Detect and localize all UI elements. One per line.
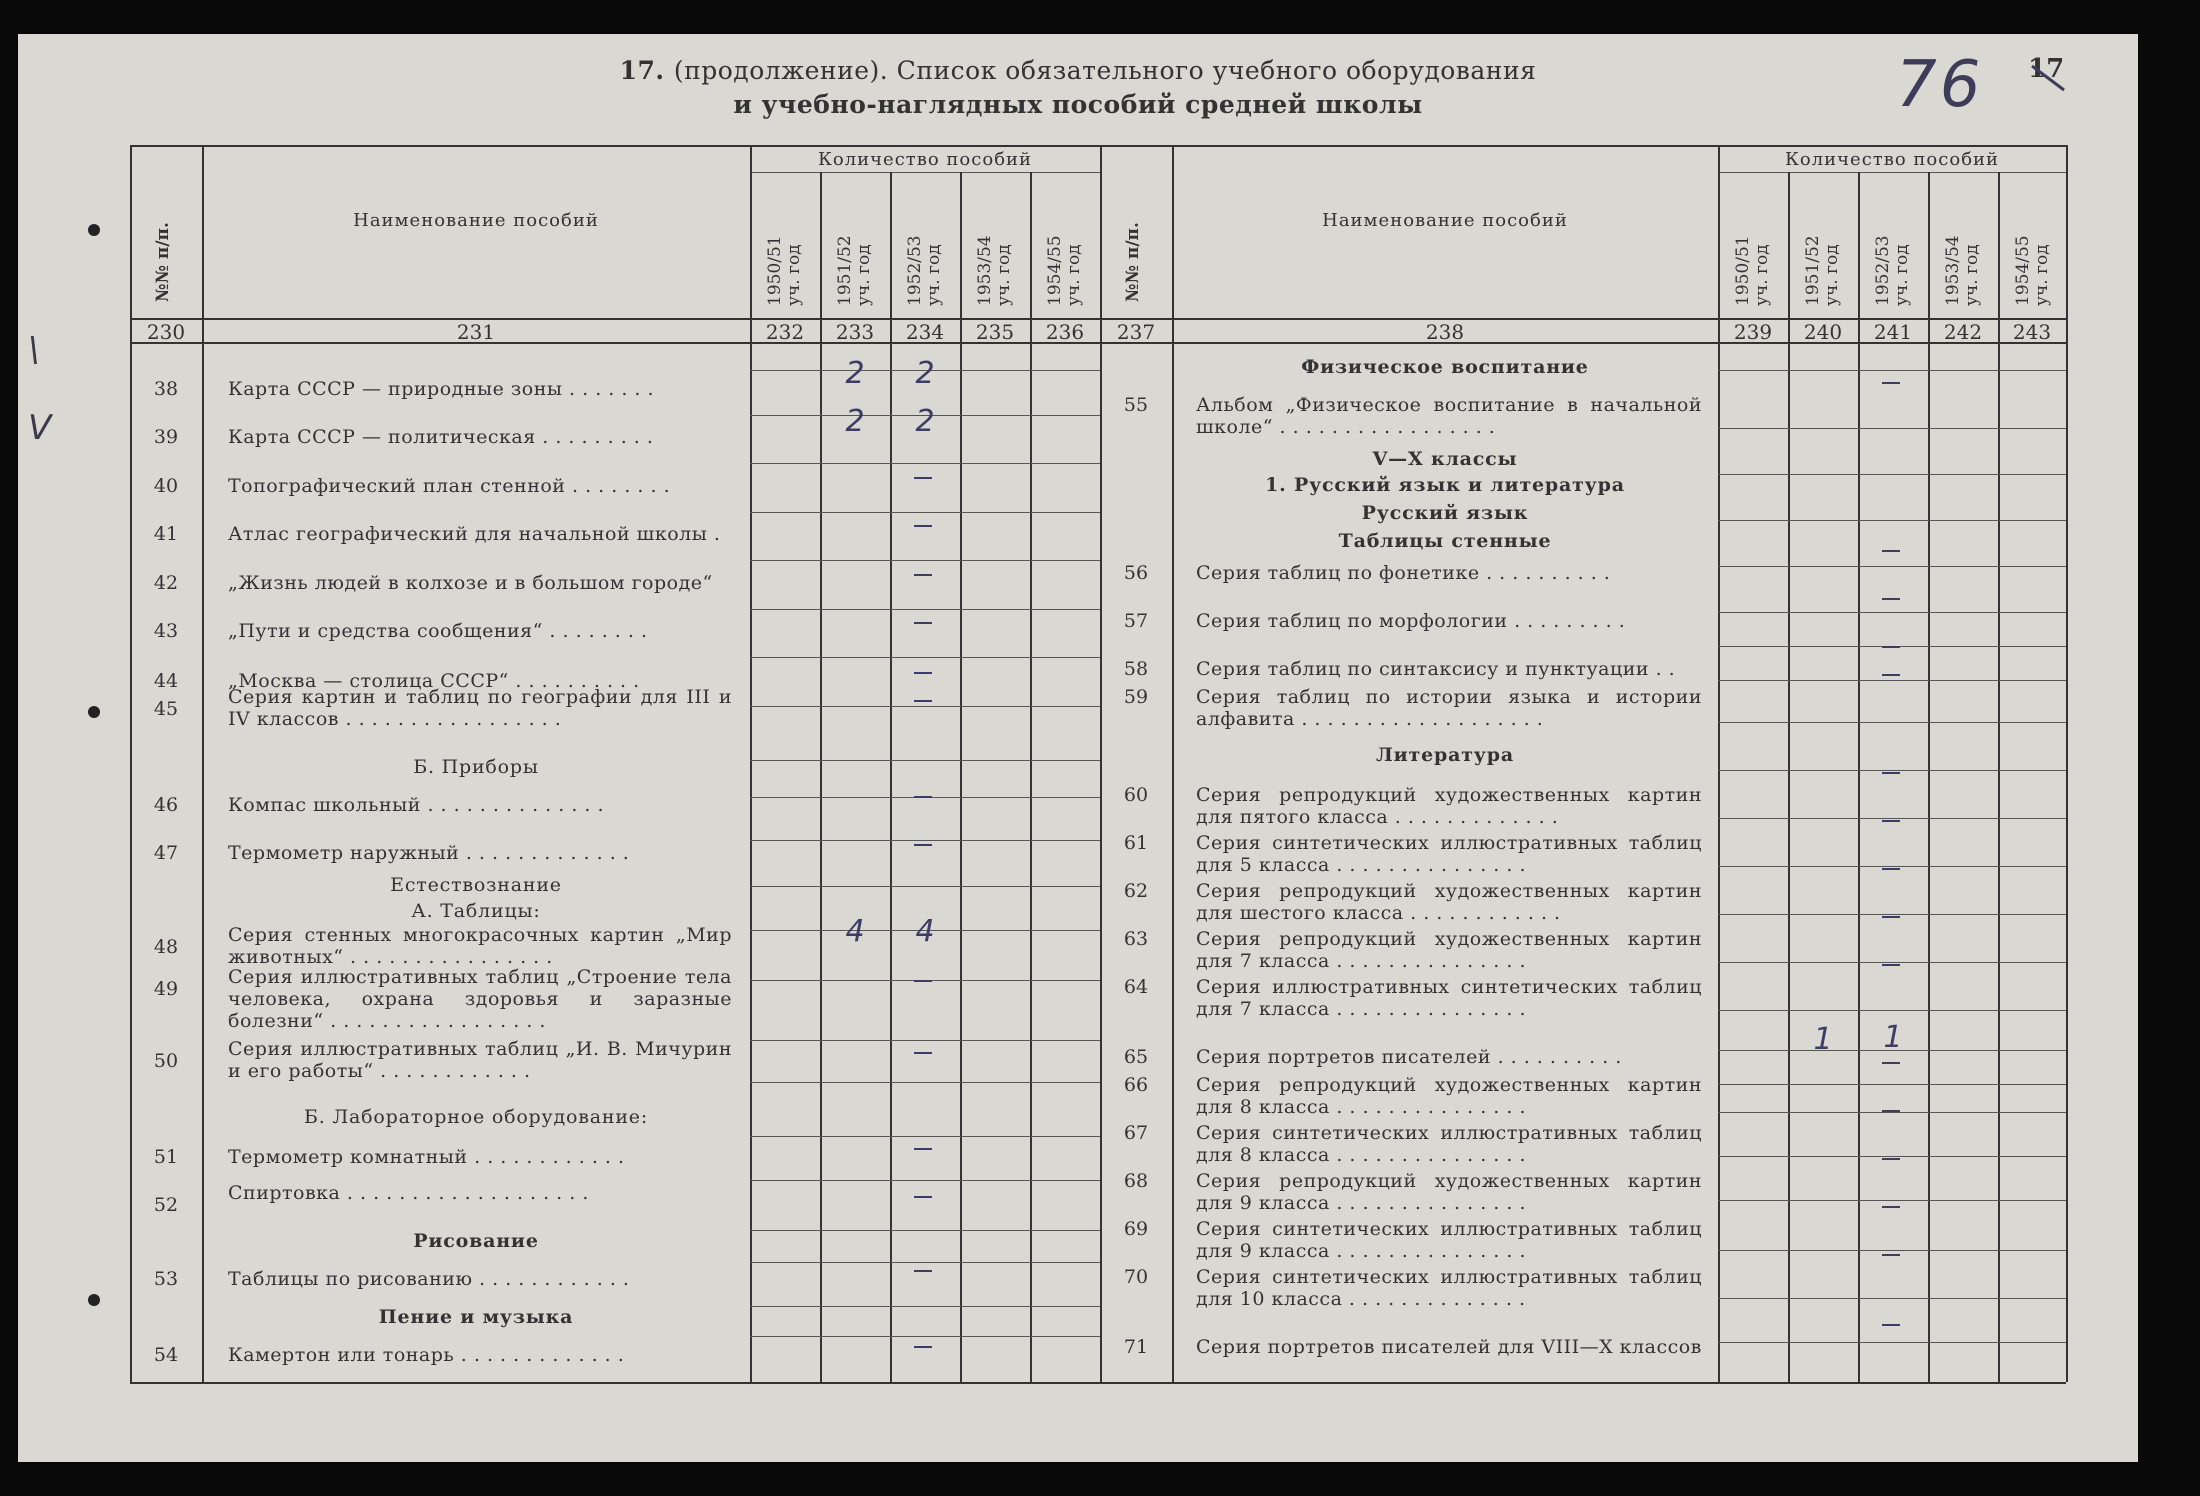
value-1952-53-dash bbox=[914, 672, 932, 674]
row-number: 50 bbox=[153, 1050, 179, 1072]
item-name: Камертон или тонарь . . . . . . . . . . . . . bbox=[228, 1344, 625, 1366]
item-name: Серия синтетических иллюстративных таблиц для 8 класса . . . . . . . . . . . . . . . bbox=[1196, 1122, 1702, 1166]
value-1952-53-dash bbox=[914, 1148, 932, 1150]
item-name: „Москва — столица СССР“ . . . . . . . . . . bbox=[228, 670, 640, 692]
item-name: Термометр комнатный . . . . . . . . . . . . bbox=[228, 1146, 625, 1168]
value-1952-53-dash bbox=[914, 796, 932, 798]
item-name: Серия таблиц по фонетике . . . . . . . . . . bbox=[1196, 562, 1611, 584]
item-name: Серия стенных многокрасочных картин „Мир животных“ . . . . . . . . . . . . . . . . bbox=[228, 924, 732, 968]
row-rule bbox=[1718, 914, 2066, 915]
item-name: Топографический план стенной . . . . . . . . bbox=[228, 475, 671, 497]
column-number: 236 bbox=[1045, 320, 1085, 344]
row-number: 39 bbox=[153, 426, 179, 448]
row-number: 61 bbox=[1123, 832, 1149, 854]
section-heading: Рисование bbox=[413, 1230, 539, 1252]
row-number: 67 bbox=[1123, 1122, 1149, 1144]
item-name: Серия репродукций художественных картин для 7 класса . . . . . . . . . . . . . . . bbox=[1196, 928, 1702, 972]
row-rule bbox=[1718, 520, 2066, 521]
row-number: 56 bbox=[1123, 562, 1149, 584]
value-1952-53-dash bbox=[1882, 1324, 1900, 1326]
value-1952-53: 1 bbox=[1883, 1020, 1903, 1055]
header-year: 1954/55 уч. год bbox=[2013, 235, 2052, 306]
value-1952-53-dash bbox=[914, 1052, 932, 1054]
title-line-2: и учебно-наглядных пособий средней школы bbox=[733, 90, 1423, 119]
table-border bbox=[130, 1382, 2066, 1384]
item-name: Серия синтетических иллюстративных таблиц для 10 класса . . . . . . . . . . . . . . bbox=[1196, 1266, 1702, 1310]
column-number: 235 bbox=[975, 320, 1015, 344]
row-number: 51 bbox=[153, 1146, 179, 1168]
item-name: Термометр наружный . . . . . . . . . . . . . bbox=[228, 842, 630, 864]
value-1952-53-dash bbox=[1882, 916, 1900, 918]
header-year: 1950/51 уч. год bbox=[765, 235, 804, 306]
header-year: 1951/52 уч. год bbox=[1803, 235, 1842, 306]
row-number: 71 bbox=[1123, 1336, 1149, 1358]
row-rule bbox=[750, 657, 1100, 658]
header-name: Наименование пособий bbox=[1322, 210, 1568, 231]
table-border bbox=[130, 145, 2066, 147]
value-1951-52: 1 bbox=[1813, 1022, 1833, 1057]
value-1952-53-dash bbox=[1882, 646, 1900, 648]
section-heading: 1. Русский язык и литература bbox=[1265, 474, 1625, 496]
value-1952-53-dash bbox=[1882, 820, 1900, 822]
row-rule bbox=[750, 1230, 1100, 1231]
row-rule bbox=[750, 1180, 1100, 1181]
row-rule bbox=[750, 1040, 1100, 1041]
column-number: 242 bbox=[1943, 320, 1983, 344]
table-number: 17. bbox=[619, 56, 665, 85]
column-rule bbox=[960, 172, 962, 1382]
header-year: 1953/54 уч. год bbox=[975, 235, 1014, 306]
margin-mark: V bbox=[28, 408, 52, 448]
header-year: 1951/52 уч. год bbox=[835, 235, 874, 306]
value-1952-53-dash bbox=[1882, 1062, 1900, 1064]
value-1952-53-dash bbox=[1882, 1206, 1900, 1208]
column-rule bbox=[890, 172, 892, 1382]
row-number: 65 bbox=[1123, 1046, 1149, 1068]
title-line-1: (продолжение). Список обязательного учебного оборудования bbox=[673, 56, 1537, 85]
row-number: 63 bbox=[1123, 928, 1149, 950]
item-name: Карта СССР — политическая . . . . . . . . . bbox=[228, 426, 654, 448]
row-number: 43 bbox=[153, 620, 179, 642]
item-name: Серия таблиц по истории языка и истории алфавита . . . . . . . . . . . . . . . . . . . bbox=[1196, 686, 1702, 730]
section-heading: Пение и музыка bbox=[378, 1306, 574, 1328]
item-name: Альбом „Физическое воспитание в начальной школе“ . . . . . . . . . . . . . . . . . bbox=[1196, 394, 1702, 438]
row-number: 40 bbox=[153, 475, 179, 497]
row-rule bbox=[1718, 770, 2066, 771]
row-number: 69 bbox=[1123, 1218, 1149, 1240]
header-quantity: Количество пособий bbox=[817, 149, 1033, 170]
item-name: Серия иллюстративных таблиц „Строение тела человека, охрана здоровья и заразные болезни“ . . . . . . . . . . . . . . . . . bbox=[228, 966, 732, 1032]
value-1952-53-dash bbox=[914, 1196, 932, 1198]
value-1951-52: 2 bbox=[845, 404, 865, 439]
row-number: 44 bbox=[153, 670, 179, 692]
row-rule bbox=[750, 760, 1100, 761]
row-number: 68 bbox=[1123, 1170, 1149, 1192]
item-name: Спиртовка . . . . . . . . . . . . . . . . . . . bbox=[228, 1182, 589, 1204]
item-name: Серия синтетических иллюстративных таблиц для 5 класса . . . . . . . . . . . . . . . bbox=[1196, 832, 1702, 876]
value-1952-53: 4 bbox=[915, 914, 935, 949]
row-number: 54 bbox=[153, 1344, 179, 1366]
value-1952-53-dash bbox=[914, 525, 932, 527]
section-heading: V—X классы bbox=[1372, 448, 1518, 470]
header-quantity: Количество пособий bbox=[1784, 149, 2000, 170]
row-rule bbox=[750, 840, 1100, 841]
value-1952-53-dash bbox=[914, 700, 932, 702]
row-rule bbox=[1718, 1298, 2066, 1299]
row-rule bbox=[1718, 1084, 2066, 1085]
item-name: „Жизнь людей в колхозе и в большом городе“ bbox=[228, 572, 713, 594]
row-rule bbox=[1718, 962, 2066, 963]
section-heading: Б. Лабораторное оборудование: bbox=[303, 1106, 649, 1128]
row-number: 70 bbox=[1123, 1266, 1149, 1288]
header-num: №№ п/п. bbox=[153, 222, 173, 302]
row-number: 48 bbox=[153, 936, 179, 958]
section-heading: Б. Приборы bbox=[413, 756, 539, 778]
row-rule bbox=[1718, 612, 2066, 613]
column-rule bbox=[2066, 145, 2068, 1382]
row-number: 64 bbox=[1123, 976, 1149, 998]
value-1952-53-dash bbox=[1882, 1254, 1900, 1256]
row-number: 53 bbox=[153, 1268, 179, 1290]
header-year: 1954/55 уч. год bbox=[1045, 235, 1084, 306]
item-name: Серия иллюстративных синтетических таблиц для 7 класса . . . . . . . . . . . . . . . bbox=[1196, 976, 1702, 1020]
item-name: Таблицы по рисованию . . . . . . . . . . . . bbox=[228, 1268, 630, 1290]
section-heading: А. Таблицы: bbox=[411, 900, 541, 922]
value-1951-52: 4 bbox=[845, 914, 865, 949]
value-1952-53-dash bbox=[914, 844, 932, 846]
row-number: 66 bbox=[1123, 1074, 1149, 1096]
header-name: Наименование пособий bbox=[353, 210, 599, 231]
item-name: Серия картин и таблиц по географии для III и IV классов . . . . . . . . . . . . . . . . . bbox=[228, 686, 732, 730]
value-1952-53-dash bbox=[1882, 674, 1900, 676]
value-1952-53-dash bbox=[914, 1270, 932, 1272]
row-rule bbox=[1718, 370, 2066, 371]
column-number: 238 bbox=[1425, 320, 1465, 344]
value-1952-53-dash bbox=[1882, 964, 1900, 966]
value-1952-53: 2 bbox=[915, 356, 935, 391]
item-name: Серия репродукций художественных картин для пятого класса . . . . . . . . . . . . . bbox=[1196, 784, 1702, 828]
item-name: Серия синтетических иллюстративных таблиц для 9 класса . . . . . . . . . . . . . . . bbox=[1196, 1218, 1702, 1262]
item-name: Серия репродукций художественных картин для 8 класса . . . . . . . . . . . . . . . bbox=[1196, 1074, 1702, 1118]
row-rule bbox=[750, 463, 1100, 464]
section-heading: Литература bbox=[1376, 744, 1514, 766]
row-rule bbox=[750, 609, 1100, 610]
column-number: 231 bbox=[456, 320, 496, 344]
section-heading: Физическое воспитание bbox=[1301, 356, 1589, 378]
column-number: 230 bbox=[146, 320, 186, 344]
value-1952-53-dash bbox=[1882, 772, 1900, 774]
value-1952-53-dash bbox=[1882, 598, 1900, 600]
row-rule bbox=[750, 1336, 1100, 1337]
column-rule bbox=[820, 172, 822, 1382]
header-rule bbox=[750, 172, 1100, 173]
row-number: 58 bbox=[1123, 658, 1149, 680]
column-number: 232 bbox=[765, 320, 805, 344]
handwritten-page-number: 76 bbox=[1896, 48, 1984, 122]
header-num: №№ п/п. bbox=[1123, 222, 1143, 302]
header-rule bbox=[1718, 172, 2066, 173]
item-name: Серия портретов писателей . . . . . . . . . . bbox=[1196, 1046, 1622, 1068]
header-year: 1953/54 уч. год bbox=[1943, 235, 1982, 306]
row-number: 49 bbox=[153, 978, 179, 1000]
margin-mark: \ bbox=[28, 330, 40, 370]
row-rule bbox=[1718, 1156, 2066, 1157]
section-heading: Русский язык bbox=[1361, 502, 1529, 524]
row-rule bbox=[1718, 566, 2066, 567]
row-number: 62 bbox=[1123, 880, 1149, 902]
row-number: 42 bbox=[153, 572, 179, 594]
row-number: 57 bbox=[1123, 610, 1149, 632]
row-rule bbox=[750, 1262, 1100, 1263]
item-name: Серия таблиц по морфологии . . . . . . . . . bbox=[1196, 610, 1626, 632]
row-rule bbox=[1718, 474, 2066, 475]
row-rule bbox=[750, 706, 1100, 707]
value-1952-53-dash bbox=[1882, 1158, 1900, 1160]
value-1952-53-dash bbox=[914, 622, 932, 624]
printed-page-number: 17 bbox=[2028, 54, 2065, 84]
row-number: 59 bbox=[1123, 686, 1149, 708]
row-number: 55 bbox=[1123, 394, 1149, 416]
row-rule bbox=[1718, 866, 2066, 867]
column-number: 233 bbox=[835, 320, 875, 344]
column-number: 243 bbox=[2012, 320, 2052, 344]
value-1952-53-dash bbox=[914, 980, 932, 982]
row-rule bbox=[750, 560, 1100, 561]
header-year: 1952/53 уч. год bbox=[905, 235, 944, 306]
column-number: 234 bbox=[905, 320, 945, 344]
header-year: 1950/51 уч. год bbox=[1733, 235, 1772, 306]
row-number: 45 bbox=[153, 698, 179, 720]
row-rule bbox=[1718, 818, 2066, 819]
row-rule bbox=[750, 1136, 1100, 1137]
row-number: 41 bbox=[153, 523, 179, 545]
row-rule bbox=[1718, 1010, 2066, 1011]
row-rule bbox=[1718, 1250, 2066, 1251]
item-name: „Пути и средства сообщения“ . . . . . . . . bbox=[228, 620, 648, 642]
value-1952-53-dash bbox=[914, 477, 932, 479]
value-1952-53-dash bbox=[914, 574, 932, 576]
column-number: 241 bbox=[1873, 320, 1913, 344]
item-name: Карта СССР — природные зоны . . . . . . . bbox=[228, 378, 655, 400]
column-rule bbox=[1030, 172, 1032, 1382]
value-1952-53-dash bbox=[1882, 868, 1900, 870]
value-1952-53-dash bbox=[1882, 1110, 1900, 1112]
row-rule bbox=[750, 1082, 1100, 1083]
item-name: Компас школьный . . . . . . . . . . . . . . bbox=[228, 794, 605, 816]
row-rule bbox=[750, 512, 1100, 513]
row-rule bbox=[750, 886, 1100, 887]
column-number: 240 bbox=[1803, 320, 1843, 344]
row-rule bbox=[1718, 722, 2066, 723]
row-rule bbox=[1718, 1342, 2066, 1343]
item-name: Атлас географический для начальной школы . bbox=[228, 523, 721, 545]
row-rule bbox=[1718, 680, 2066, 681]
row-rule bbox=[1718, 1112, 2066, 1113]
row-number: 60 bbox=[1123, 784, 1149, 806]
row-number: 52 bbox=[153, 1194, 179, 1216]
section-heading: Естествознание bbox=[390, 874, 562, 896]
value-1951-52: 2 bbox=[845, 356, 865, 391]
column-number: 237 bbox=[1116, 320, 1156, 344]
value-1952-53-dash bbox=[914, 1346, 932, 1348]
item-name: Серия репродукций художественных картин для 9 класса . . . . . . . . . . . . . . . bbox=[1196, 1170, 1702, 1214]
item-name: Серия иллюстративных таблиц „И. В. Мичурин и его работы“ . . . . . . . . . . . . bbox=[228, 1038, 732, 1082]
row-rule bbox=[1718, 428, 2066, 429]
item-name: Серия портретов писателей для VIII—X классов bbox=[1196, 1336, 1702, 1358]
item-name: Серия репродукций художественных картин для шестого класса . . . . . . . . . . . . bbox=[1196, 880, 1702, 924]
row-rule bbox=[750, 1306, 1100, 1307]
value-1952-53-dash bbox=[1882, 550, 1900, 552]
row-number: 47 bbox=[153, 842, 179, 864]
value-1952-53: 2 bbox=[915, 404, 935, 439]
column-number: 239 bbox=[1733, 320, 1773, 344]
row-number: 46 bbox=[153, 794, 179, 816]
header-year: 1952/53 уч. год bbox=[1873, 235, 1912, 306]
item-name: Серия таблиц по синтаксису и пунктуации . . bbox=[1196, 658, 1676, 680]
section-heading: Таблицы стенные bbox=[1338, 530, 1552, 552]
value-1952-53-dash bbox=[1882, 382, 1900, 384]
row-number: 38 bbox=[153, 378, 179, 400]
row-rule bbox=[1718, 1200, 2066, 1201]
